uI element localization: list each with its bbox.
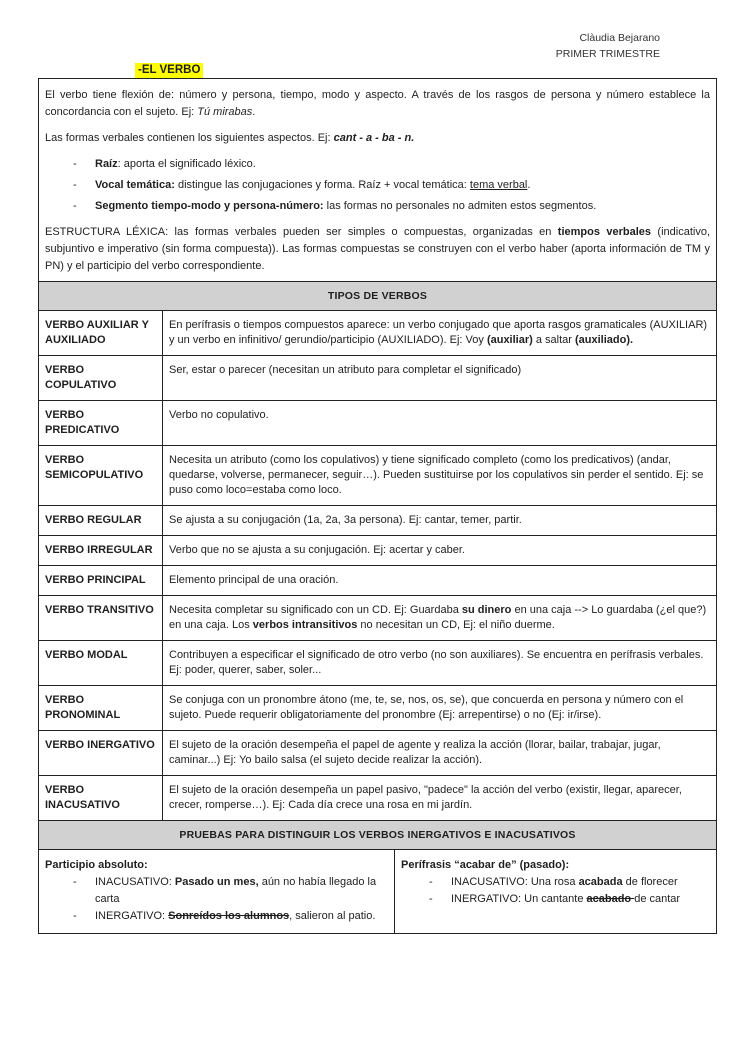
text-run: INERGATIVO:	[95, 910, 169, 922]
aspect-text: : aporta el significado léxico.	[117, 158, 256, 170]
structure-paragraph	[45, 224, 710, 275]
tests-right-column	[395, 850, 716, 933]
verb-type-description	[163, 641, 716, 685]
list-item	[95, 908, 388, 925]
text-run: INERGATIVO: Un cantante	[451, 893, 587, 905]
verb-type-label: VERBO PREDICATIVO	[39, 401, 163, 445]
table-row	[39, 536, 716, 566]
table-row	[39, 596, 716, 641]
text-run: INACUSATIVO:	[95, 876, 175, 888]
text-run: Se ajusta a su conjugación (1a, 2a, 3a persona). Ej: cantar, temer, partir.	[169, 514, 522, 526]
text-run: El sujeto de la oración desempeña un papel pasivo, "padece" la acción del verbo (existir, llegar, aparecer, crecer, romperse…). Ej: Cada día crece una rosa en mi jardín.	[169, 784, 682, 811]
list-item	[451, 891, 710, 908]
verb-type-label: VERBO AUXILIAR Y AUXILIADO	[39, 311, 163, 355]
verb-type-description	[163, 356, 716, 400]
verb-type-label: VERBO INERGATIVO	[39, 731, 163, 775]
verb-type-description	[163, 311, 716, 355]
table-row	[39, 311, 716, 356]
text-run: El sujeto de la oración desempeña el papel de agente y realiza la acción (llorar, bailar, trabajar, jugar, caminar...) Ej: Yo bailo salsa (el sujeto decide realizar la acción).	[169, 739, 661, 766]
tests-heading: PRUEBAS PARA DISTINGUIR LOS VERBOS INERGATIVOS E INACUSATIVOS	[39, 821, 716, 850]
intro-paragraph-2	[45, 130, 710, 147]
list-item	[95, 198, 710, 215]
structure-bold: tiempos verbales	[557, 226, 652, 238]
text-run: Necesita un atributo (como los copulativos) y tiene significado completo (como los predicativos) (andar, quedarse, volverse, permanecer, seguir…). Pueden sustituirse por los copulativos sin perder el sentido. Ej: se puso como loco=estaba como loco.	[169, 454, 704, 496]
verb-type-label: VERBO REGULAR	[39, 506, 163, 535]
table-row	[39, 446, 716, 506]
table-row	[39, 506, 716, 536]
intro-box	[39, 79, 716, 282]
list-item	[451, 874, 710, 891]
text-run: de florecer	[622, 876, 678, 888]
text-run: Verbo que no se ajusta a su conjugación. Ej: acertar y caber.	[169, 544, 465, 556]
text-run: Contribuyen a especificar el significado de otro verbo (no son auxiliares). Se encuentra en perífrasis verbales. Ej: poder, querer, saber, soler...	[169, 649, 704, 676]
structure-text: ESTRUCTURA LÉXICA: las formas verbales pueden ser simples o compuestas, organizadas en	[45, 226, 558, 238]
aspect-term: Raíz	[95, 158, 118, 170]
author-name: Clàudia Bejarano	[579, 32, 660, 44]
table-row	[39, 686, 716, 731]
underlined-term: tema verbal	[469, 179, 528, 191]
text-run: acabado	[586, 893, 635, 905]
list-item	[95, 156, 710, 173]
text-run: su dinero	[461, 604, 512, 616]
text-run: En perífrasis o tiempos compuestos aparece: un verbo conjugado que aporta rasgos gramaticales (AUXILIAR) y un verbo en infinitivo/ gerundio/participio (AUXILIADO). Ej: Voy	[169, 319, 708, 346]
verb-type-description	[163, 776, 716, 820]
verb-type-description	[163, 506, 716, 535]
verb-type-description	[163, 596, 716, 640]
text-run: aún no había llegado la carta	[95, 876, 377, 905]
text-run: verbos intransitivos	[252, 619, 358, 631]
aspect-term: Vocal temática:	[95, 179, 175, 191]
text-run: Se conjuga con un pronombre átono (me, te, se, nos, os, se), que concuerda en persona y número con el sujeto. Puede requerir obligatoriamente del pronombre (Ej: arrepentirse) o no (Ej: ir/irse).	[169, 694, 684, 721]
verb-type-label: VERBO PRINCIPAL	[39, 566, 163, 595]
aspect-term: Segmento tiempo-modo y persona-número:	[95, 200, 324, 212]
text-run: en una caja --> Lo guardaba (¿el que?) en una caja. Los	[169, 604, 707, 631]
verb-type-label: VERBO SEMICOPULATIVO	[39, 446, 163, 505]
term-label: PRIMER TRIMESTRE	[555, 48, 660, 60]
text-run: Elemento principal de una oración.	[169, 574, 339, 586]
aspects-list	[45, 156, 710, 215]
structure-text: (indicativo, subjuntivo e imperativo (sin forma compuesta)). Las formas compuestas se construyen con el verbo haber (aporta información de TM y PN) y el participio del verbo correspondiente.	[45, 226, 710, 272]
tests-section	[39, 850, 716, 933]
intro-text: El verbo tiene flexión de: número y persona, tiempo, modo y aspecto. A través de los rasgos de persona y número establece la concordancia con el sujeto. Ej:	[45, 89, 710, 118]
text-run: (auxiliar)	[486, 334, 533, 346]
verb-type-description	[163, 536, 716, 565]
table-row	[39, 401, 716, 446]
tests-left-list	[45, 874, 388, 925]
text-run: a saltar	[532, 334, 575, 346]
text-run: Pasado un mes,	[174, 876, 259, 888]
intro-text-end: .	[252, 106, 256, 118]
tests-right-list	[401, 874, 710, 908]
verb-type-label: VERBO PRONOMINAL	[39, 686, 163, 730]
document-frame	[38, 78, 717, 934]
verb-type-label: VERBO COPULATIVO	[39, 356, 163, 400]
intro-example: cant - a - ba - n.	[333, 132, 415, 144]
text-run: , salieron al patio.	[289, 910, 376, 922]
aspect-text: distingue las conjugaciones y forma. Raíz + vocal temática:	[174, 179, 470, 191]
verb-type-label: VERBO IRREGULAR	[39, 536, 163, 565]
tests-left-column	[39, 850, 395, 933]
text-run: Verbo no copulativo.	[169, 409, 269, 421]
verb-type-description	[163, 401, 716, 445]
types-heading: TIPOS DE VERBOS	[39, 282, 716, 311]
table-row	[39, 776, 716, 821]
intro-text: Las formas verbales contienen los siguientes aspectos. Ej:	[45, 132, 334, 144]
types-table	[39, 311, 716, 821]
list-item	[95, 874, 388, 908]
intro-example: Tú mirabas	[197, 106, 253, 118]
table-row	[39, 731, 716, 776]
verb-type-description	[163, 566, 716, 595]
tests-left-title: Participio absoluto:	[45, 859, 148, 871]
text-run: Sonreídos los alumnos	[168, 910, 290, 922]
aspect-text: las formas no personales no admiten estos segmentos.	[323, 200, 597, 212]
text-run: Ser, estar o parecer (necesitan un atributo para completar el significado)	[169, 364, 522, 376]
list-item	[95, 177, 710, 194]
text-run: acabada	[578, 876, 623, 888]
text-run: de cantar	[634, 893, 681, 905]
table-row	[39, 566, 716, 596]
text-run: no necesitan un CD, Ej: el niño duerme.	[357, 619, 555, 631]
verb-type-description	[163, 686, 716, 730]
text-run: INACUSATIVO: Una rosa	[451, 876, 579, 888]
text-run: Necesita completar su significado con un CD. Ej: Guardaba	[169, 604, 462, 616]
verb-type-label: VERBO TRANSITIVO	[39, 596, 163, 640]
text-run: (auxiliado).	[574, 334, 634, 346]
table-row	[39, 356, 716, 401]
verb-type-label: VERBO INACUSATIVO	[39, 776, 163, 820]
verb-type-description	[163, 446, 716, 505]
verb-type-description	[163, 731, 716, 775]
tests-right-title: Perífrasis “acabar de” (pasado):	[401, 859, 570, 871]
verb-type-label: VERBO MODAL	[39, 641, 163, 685]
section-title: -EL VERBO	[135, 63, 203, 78]
author-block	[556, 30, 660, 62]
aspect-text-end: .	[527, 179, 531, 191]
table-row	[39, 641, 716, 686]
intro-paragraph-1	[45, 87, 710, 121]
